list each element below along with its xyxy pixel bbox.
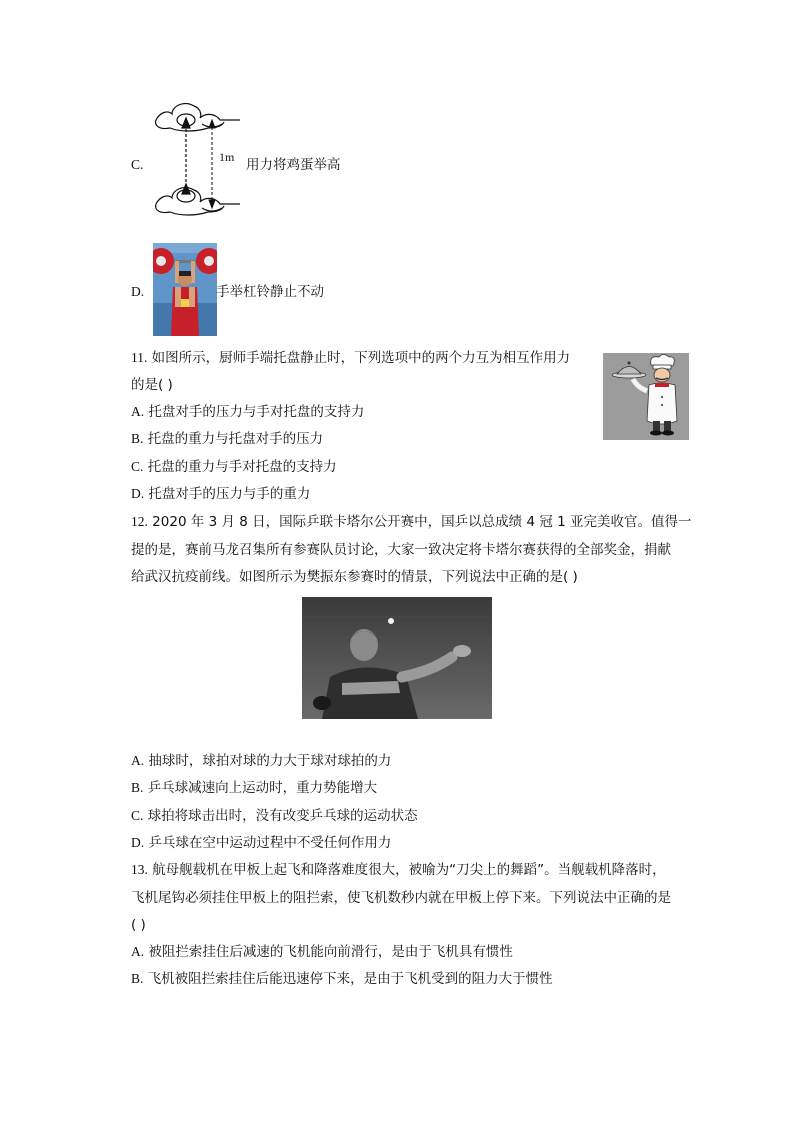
weightlifter-photo bbox=[153, 243, 217, 336]
q13-option-b-letter: B. bbox=[131, 971, 144, 986]
option-c-letter: C. bbox=[131, 157, 144, 172]
chef-tray-illustration bbox=[603, 353, 689, 440]
q11-option-b bbox=[131, 430, 323, 448]
q11-option-b-text: 托盘的重力与托盘对手的压力 bbox=[147, 431, 324, 447]
q11-option-d bbox=[131, 485, 310, 503]
q11-number: 11. bbox=[131, 350, 148, 365]
q13-stem-line1 bbox=[131, 861, 666, 879]
q13-stem-line3: ( ) bbox=[131, 917, 146, 933]
q13-option-a-letter: A. bbox=[131, 944, 145, 959]
q11-option-d-text: 托盘对手的压力与手的重力 bbox=[148, 486, 311, 502]
upper-hand-egg bbox=[156, 104, 240, 131]
q11-option-a bbox=[131, 403, 364, 421]
q12-stem-line1 bbox=[131, 513, 692, 531]
q12-option-b bbox=[131, 779, 377, 797]
q12-stem-text1: 2020 年 3 月 8 日，国际乒联卡塔尔公开赛中，国乒以总成绩 4 冠 1 亚完美收官。值得一 bbox=[152, 514, 692, 530]
q11-option-a-text: 托盘对手的压力与手对托盘的支持力 bbox=[148, 404, 365, 420]
q12-stem-line2: 提的是，赛前马龙召集所有参赛队员讨论，大家一致决定将卡塔尔赛获得的全部奖金，捐献 bbox=[131, 542, 671, 558]
q13-stem-text1: 航母舰载机在甲板上起飞和降落难度很大，被喻为“刀尖上的舞蹈”。当舰载机降落时， bbox=[152, 862, 666, 878]
q11-stem-line1 bbox=[131, 349, 570, 367]
q11-option-b-letter: B. bbox=[131, 431, 144, 446]
q13-option-a bbox=[131, 943, 513, 961]
q11-option-d-letter: D. bbox=[131, 486, 145, 501]
distance-label: 1m bbox=[219, 150, 235, 164]
option-c-text: 用力将鸡蛋举高 bbox=[246, 157, 341, 173]
q11-stem-line2: 的是( ) bbox=[131, 377, 173, 393]
q11-option-c-letter: C. bbox=[131, 459, 144, 474]
q12-option-d-letter: D. bbox=[131, 835, 145, 850]
q12-option-d bbox=[131, 834, 391, 852]
q12-option-a-letter: A. bbox=[131, 753, 145, 768]
q13-number: 13. bbox=[131, 862, 148, 877]
q12-option-a-text: 抽球时，球拍对球的力大于球对球拍的力 bbox=[148, 753, 392, 769]
q12-option-c bbox=[131, 807, 418, 825]
q12-stem-line3: 给武汉抗疫前线。如图所示为樊振东参赛时的情景，下列说法中正确的是( ) bbox=[131, 569, 578, 585]
q12-option-b-text: 乒乓球减速向上运动时，重力势能增大 bbox=[147, 780, 378, 796]
q12-number: 12. bbox=[131, 514, 148, 529]
lift-arrow bbox=[182, 118, 190, 194]
lower-hand-egg bbox=[156, 188, 240, 215]
q12-option-c-letter: C. bbox=[131, 808, 144, 823]
q13-stem-line2: 飞机尾钩必须挂住甲板上的阻拦索，使飞机数秒内就在甲板上停下来。下列说法中正确的是 bbox=[131, 890, 671, 906]
q12-option-a bbox=[131, 752, 391, 770]
q13-option-b bbox=[131, 970, 553, 988]
table-tennis-photo bbox=[302, 597, 492, 719]
q12-option-b-letter: B. bbox=[131, 780, 144, 795]
q12-option-d-text: 乒乓球在空中运动过程中不受任何作用力 bbox=[148, 835, 392, 851]
q11-option-c-text: 托盘的重力与手对托盘的支持力 bbox=[147, 459, 337, 475]
q11-option-a-letter: A. bbox=[131, 404, 145, 419]
distance-marker bbox=[209, 120, 215, 208]
option-d-letter: D. bbox=[131, 284, 145, 299]
q11-stem-text1: 如图所示，厨师手端托盘静止时，下列选项中的两个力互为相互作用力 bbox=[151, 350, 571, 366]
q13-option-a-text: 被阻拦索挂住后减速的飞机能向前滑行，是由于飞机具有惯性 bbox=[148, 944, 513, 960]
q13-option-b-text: 飞机被阻拦索挂住后能迅速停下来，是由于飞机受到的阻力大于惯性 bbox=[147, 971, 553, 987]
q12-option-c-text: 球拍将球击出时，没有改变乒乓球的运动状态 bbox=[147, 808, 418, 824]
q11-option-c bbox=[131, 458, 337, 476]
option-d-text: 手举杠铃静止不动 bbox=[216, 284, 324, 300]
